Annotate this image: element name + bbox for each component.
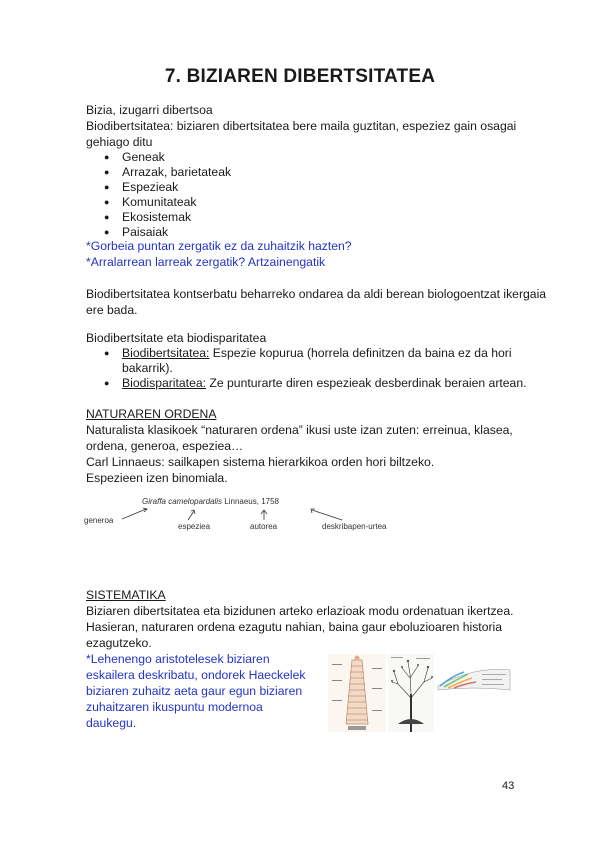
arrow-species [188, 511, 194, 520]
binomial-author-year: Linnaeus, 1758 [222, 497, 279, 506]
binomial-name-figure [80, 492, 420, 534]
ladder-of-life-illustration [328, 654, 386, 732]
term-biodisparity: Biodisparitatea: [122, 376, 207, 390]
term-biodiversity: Biodibertsitatea: [122, 346, 210, 360]
question-2: *Arralarrean larreak zergatik? Artzainengatik [86, 255, 326, 269]
biodiversity-levels-list [86, 150, 231, 240]
conservation-paragraph: Biodibertsitatea kontserbatu beharreko ondarea da aldi berean biologoentzat ikergaia ere bada. [86, 287, 547, 317]
list-item: ● Ekosistemak [86, 210, 231, 225]
section-heading-systematics: SISTEMATIKA [86, 588, 166, 602]
label-species: espeziea [178, 522, 211, 531]
order-paragraph-1: Naturalista klasikoek “naturaren ordena” ikusi uste izan zuten: erreinua, klasea, ordena, generoa, espeziea… [86, 423, 513, 453]
order-paragraph-3: Espezieen izen binomiala. [86, 471, 228, 485]
haeckel-tree-illustration [388, 654, 434, 732]
label-genus: generoa [84, 516, 114, 525]
list-item: ● Espezieak [86, 180, 231, 195]
list-item [86, 346, 530, 376]
systematics-note: *Lehenengo aristotelesek biziaren eskailera deskribatu, ondorek Haeckelek biziaren zuhaitz aeta gaur egun biziaren zuhaitzaren ikuspuntu modernoa daukegu. [86, 652, 306, 730]
list-item [86, 376, 530, 391]
definition-biodisparity: Ze punturarte diren espezieak desberdinak beraien artean. [206, 376, 527, 390]
intro-line-1: Bizia, izugarri dibertsoa [86, 103, 213, 117]
binomial-italic: Giraffa camelopardalis [142, 497, 223, 506]
disparity-heading: Biodibertsitate eta biodisparitatea [86, 331, 267, 345]
list-item: ● Geneak [86, 150, 231, 165]
list-item: ● Komunitateak [86, 195, 231, 210]
list-item: ● Arrazak, barietateak [86, 165, 231, 180]
order-paragraph-2: Carl Linnaeus: sailkapen sistema hierarkikoa orden hori biltzeko. [86, 455, 435, 469]
list-item: ● Paisaiak [86, 225, 231, 240]
arrow-year [312, 510, 342, 520]
page-number: 43 [502, 780, 515, 792]
arrow-genus [122, 509, 146, 519]
label-author: autorea [250, 522, 278, 531]
modern-tree-of-life-illustration [434, 660, 512, 698]
disparity-list [86, 346, 530, 391]
arrows [122, 508, 342, 520]
section-heading-order: NATURAREN ORDENA [86, 407, 217, 421]
intro-line-2: Biodibertsitatea: biziaren dibertsitatea bere maila guztitan, espeziez gain osagai gehiago ditu [86, 119, 517, 149]
binomial-name-text [142, 497, 280, 506]
systematics-paragraph-1: Biziaren dibertsitatea eta bizidunen arteko erlazioak modu ordenatuan ikertzea. [86, 604, 514, 618]
definition-biodiversity: Espezie kopurua (horrela definitzen da baina ez da hori bakarrik). [122, 346, 512, 375]
question-1: *Gorbeia puntan zergatik ez da zuhaitzik hazten? [86, 239, 352, 253]
page-title: 7. BIZIAREN DIBERTSITATEA [164, 66, 436, 87]
systematics-paragraph-2: Hasieran, naturaren ordena ezagutu nahian, baina gaur eboluzioaren historia ezagutzeko. [86, 620, 503, 650]
label-year: deskribapen-urtea [322, 522, 387, 531]
